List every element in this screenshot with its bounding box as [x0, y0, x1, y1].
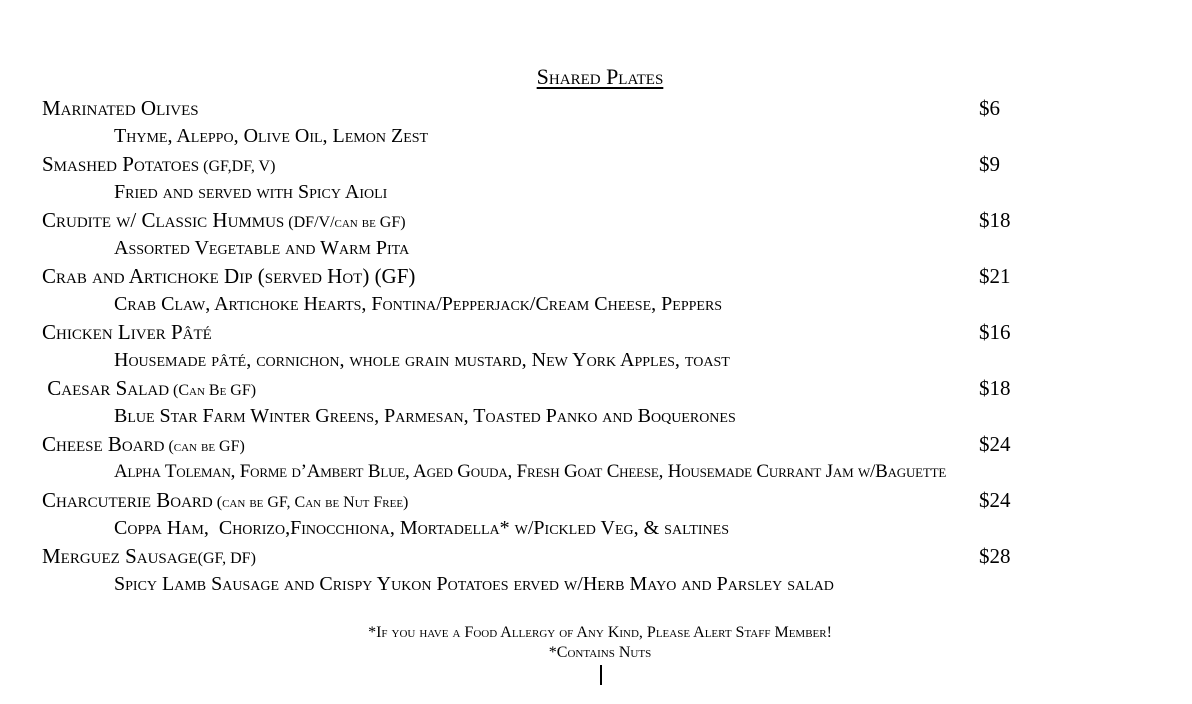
item-name	[42, 94, 199, 125]
item-name	[42, 150, 275, 181]
item-name	[42, 374, 256, 405]
item-name-text: Charcuterie Board	[42, 488, 213, 512]
item-name	[42, 542, 256, 573]
menu-item-description	[42, 402, 1192, 430]
item-name	[42, 430, 245, 461]
item-description: Alpha Toleman, Forme d’Ambert Blue, Aged Gouda, Fresh Goat Cheese, Housemade Currant Jam w/Baguette	[114, 461, 947, 482]
menu-item-row	[42, 430, 1192, 458]
item-name-text: Merguez Sausage	[42, 544, 198, 568]
section-title: Shared Plates	[536, 64, 664, 89]
item-description: Blue Star Farm Winter Greens, Parmesan, Toasted Panko and Boquerones	[114, 405, 736, 427]
item-price: $9	[979, 152, 1000, 176]
item-name-text: Crudite w/ Classic Hummus	[42, 208, 285, 232]
item-name-text: Caesar Salad	[42, 376, 170, 400]
menu-item-row	[42, 318, 1192, 346]
item-name-text: Chicken Liver Pâté	[42, 320, 212, 344]
item-name-text: Marinated Olives	[42, 96, 199, 120]
menu-item-description	[42, 122, 1192, 150]
menu-list	[42, 94, 1192, 598]
item-description: Housemade pâté, cornichon, whole grain mustard, New York Apples, toast	[114, 349, 730, 371]
item-description: Assorted Vegetable and Warm Pita	[114, 237, 410, 259]
item-note: (GF, DF)	[197, 550, 256, 567]
item-price: $21	[979, 264, 1011, 288]
menu-item-row	[42, 262, 1192, 290]
item-description: Crab Claw, Artichoke Hearts, Fontina/Pepperjack/Cream Cheese, Peppers	[114, 293, 723, 315]
item-price: $24	[979, 488, 1011, 512]
item-note: (GF,DF, V)	[199, 158, 276, 175]
menu-item-description	[42, 178, 1192, 206]
menu-item-row	[42, 486, 1192, 514]
item-note: (Can Be GF)	[169, 382, 257, 399]
item-description: Coppa Ham, Chorizo,Finocchiona, Mortadella* w/Pickled Veg, & saltines	[114, 517, 730, 539]
menu-item-description	[42, 346, 1192, 374]
menu-item-description	[42, 234, 1192, 262]
item-price: $18	[979, 376, 1011, 400]
item-description: Spicy Lamb Sausage and Crispy Yukon Potatoes erved w/Herb Mayo and Parsley salad	[114, 573, 834, 595]
nut-notice: *Contains Nuts	[548, 644, 652, 661]
item-description: Thyme, Aleppo, Olive Oil, Lemon Zest	[114, 125, 429, 147]
menu-item-description	[42, 290, 1192, 318]
item-price: $18	[979, 208, 1011, 232]
menu-item-row	[42, 374, 1192, 402]
menu-item-description	[42, 514, 1192, 542]
item-price: $16	[979, 320, 1011, 344]
menu-item-row	[42, 94, 1192, 122]
item-price: $24	[979, 432, 1011, 456]
item-name-text: Smashed Potatoes	[42, 152, 200, 176]
item-name-text: Cheese Board	[42, 432, 165, 456]
item-name	[42, 486, 408, 517]
item-price: $6	[979, 96, 1000, 120]
menu-item-row	[42, 150, 1192, 178]
item-name	[42, 318, 212, 349]
item-description: Fried and served with Spicy Aioli	[114, 181, 388, 203]
item-name	[42, 262, 415, 293]
item-note: (can be GF)	[164, 438, 245, 455]
menu-item-row	[42, 542, 1192, 570]
item-note: (can be GF, Can be Nut Free)	[212, 494, 409, 511]
menu-item-row	[42, 206, 1192, 234]
allergy-notice: *If you have a Food Allergy of Any Kind, Please Alert Staff Member!	[368, 624, 832, 641]
text-cursor[interactable]	[600, 665, 602, 685]
item-note: (DF/V/can be GF)	[284, 214, 406, 231]
item-price: $28	[979, 544, 1011, 568]
menu-item-description	[42, 570, 1192, 598]
menu-item-description	[42, 458, 1192, 486]
item-name	[42, 206, 406, 237]
item-name-text: Crab and Artichoke Dip (served Hot) (GF)	[42, 264, 416, 288]
